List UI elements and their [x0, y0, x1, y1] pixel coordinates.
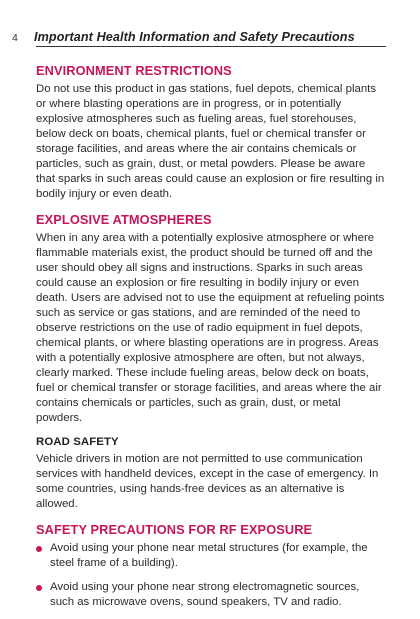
section-body-explosive: When in any area with a potentially explosive atmosphere or where flammable materials exist, the product should be turned off and the user should obey all signs and instructions. Sparks in such areas could cause an explosion or fire resulting in bodily injury or even death. Users are advised not to use the equipment at refueling points such as service or gas stations, and are reminded of the need to observe restrictions on the use of radio equipment in fuel depots, chemical plants, or where blasting operations are in progress. Areas with a potentially explosive atmosphere are often, but not always, clearly marked. These include fueling areas, below deck on boats, fuel or chemical transfer or storage facilities, and areas where the air contains chemicals or particles, such as grain, dust, or metal powders. — [36, 232, 385, 424]
list-item — [36, 580, 386, 610]
list-item — [36, 541, 386, 571]
header-title: Important Health Information and Safety Precautions — [34, 30, 355, 44]
page-number: 4 — [12, 32, 18, 44]
bullet-text: Avoid using your phone near strong electromagnetic sources, such as microwave ovens, sound speakers, TV and radio. — [50, 581, 360, 608]
section-body-road: Vehicle drivers in motion are not permitted to use communication services with handheld devices, except in the case of emergency. In some countries, using hands-free devices as an alternative is allowed. — [36, 453, 379, 510]
section-body-environment: Do not use this product in gas stations, fuel depots, chemical plants or where blasting operations are in progress, or in potentially explosive atmospheres such as fueling areas, fuel storehouses, below deck on boats, chemical plants, fuel or chemical transfer or storage facilities, and areas where the air contains chemicals or particles, such as grain, dust, or metal powders. Please be aware that sparks in such areas could cause an explosion or fire resulting in bodily injury or even death. — [36, 83, 385, 200]
section-heading-explosive: EXPLOSIVE ATMOSPHERES — [36, 212, 212, 227]
bullet-text: Avoid using your phone near metal structures (for example, the steel frame of a building). — [50, 542, 368, 569]
bullet-dot-icon — [36, 546, 42, 552]
section-heading-environment: ENVIRONMENT RESTRICTIONS — [36, 63, 232, 78]
page-content — [36, 63, 386, 619]
bullet-dot-icon — [36, 585, 42, 591]
page-header — [12, 30, 386, 44]
section-heading-rf: SAFETY PRECAUTIONS FOR RF EXPOSURE — [36, 522, 313, 537]
header-rule — [36, 46, 386, 47]
section-heading-road: ROAD SAFETY — [36, 436, 119, 448]
rf-bullet-list — [36, 541, 386, 610]
